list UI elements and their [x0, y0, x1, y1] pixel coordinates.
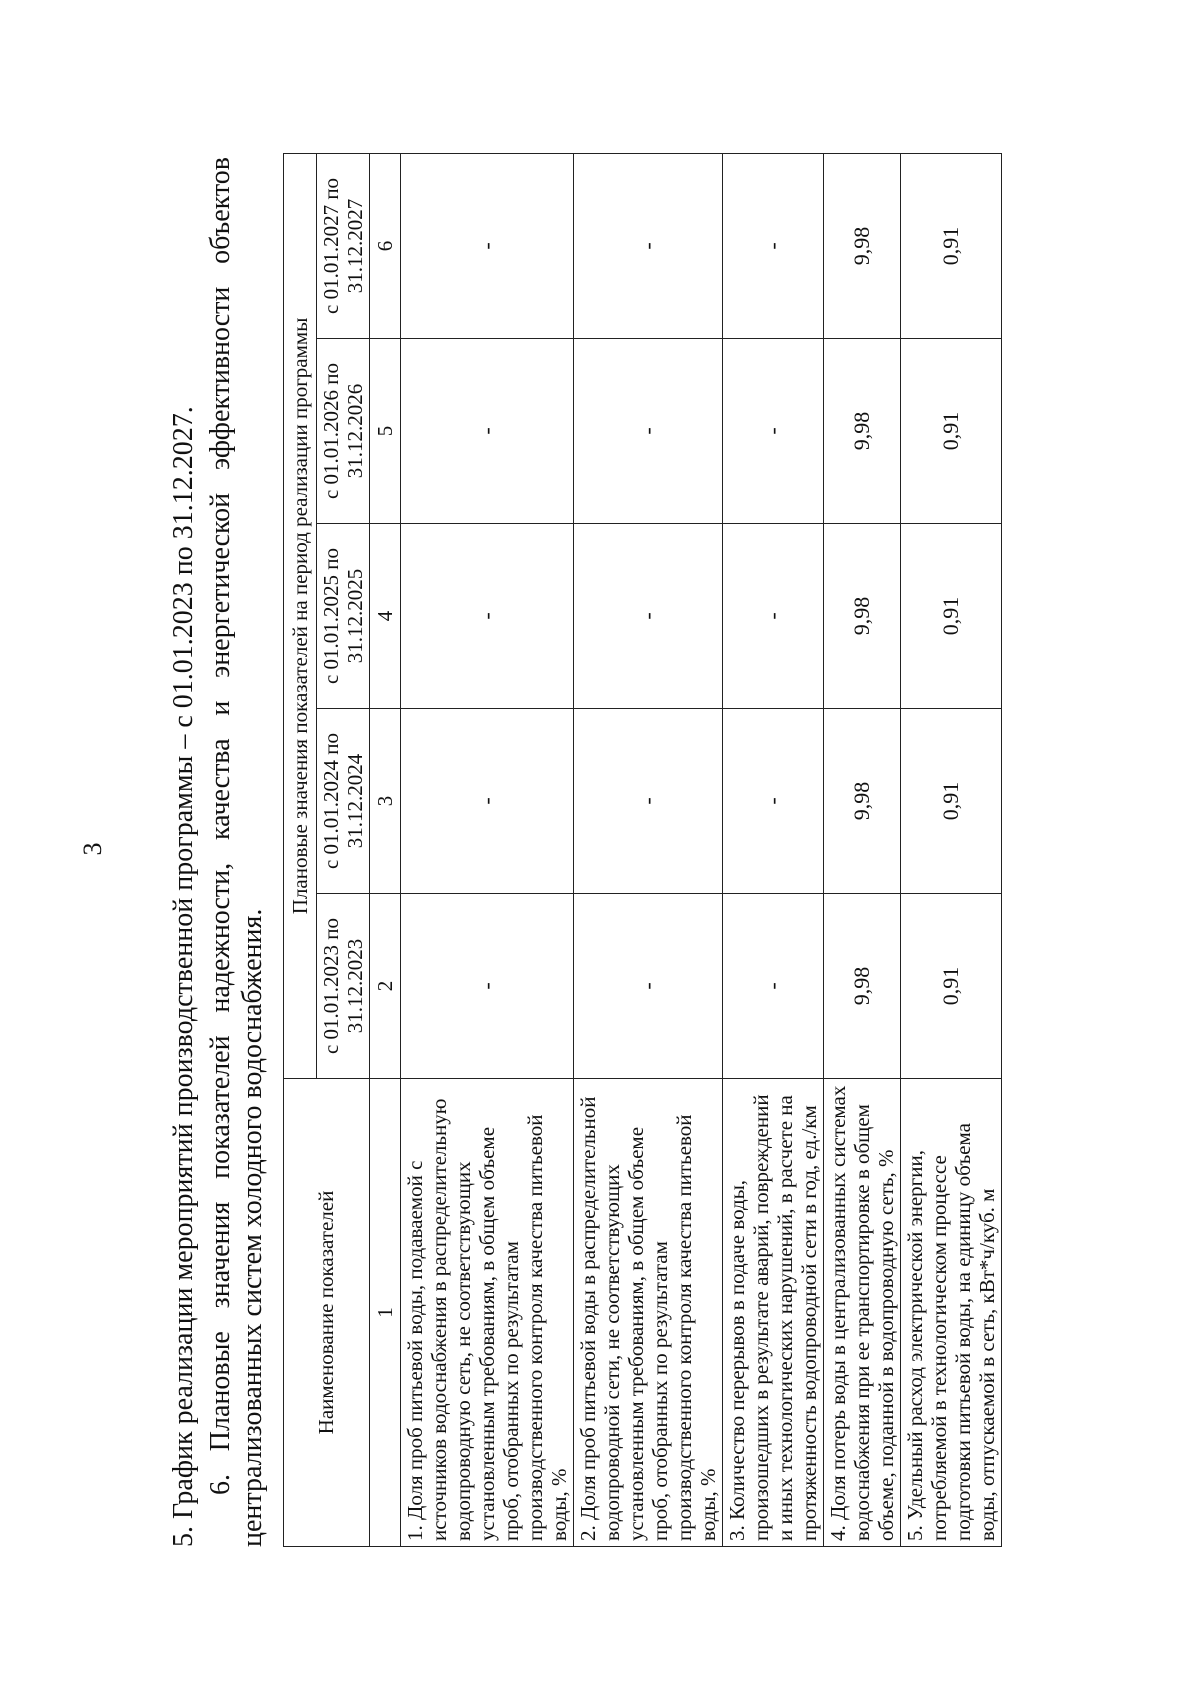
word: показателей [205, 1035, 236, 1179]
indicator-value: - [574, 894, 723, 1079]
word: надежности, [205, 862, 236, 1013]
indicator-value: - [574, 153, 723, 338]
period-header: с 01.01.2027 по 31.12.2027 [317, 153, 370, 338]
indicator-value: - [723, 524, 824, 709]
section-5-text: 5. График реализации мероприятий производственной программы – с 01.01.2023 по 31.12.2027. [168, 406, 199, 1547]
word: и [205, 700, 236, 716]
table-row [723, 153, 824, 1546]
page-number: 3 [78, 842, 107, 856]
column-number: 3 [370, 709, 401, 894]
column-number: 5 [370, 339, 401, 524]
indicator-value: 9,98 [824, 153, 901, 338]
indicator-value: 0,91 [901, 709, 1002, 894]
column-number: 1 [370, 1079, 401, 1547]
indicator-value: 0,91 [901, 524, 1002, 709]
indicator-value: - [723, 709, 824, 894]
indicator-value: 9,98 [824, 894, 901, 1079]
column-number: 2 [370, 894, 401, 1079]
word: Плановые [205, 1331, 236, 1452]
indicator-value: - [723, 894, 824, 1079]
indicator-name: 5. Удельный расход электрической энергии, потребляемой в технологическом процессе подготовки питьевой воды, на единицу объема воды, отпускаемой в сеть, кВт*ч/куб. м [901, 1079, 1002, 1547]
header-row-1 [284, 153, 317, 1546]
indicator-value: - [401, 524, 574, 709]
indicator-value: 0,91 [901, 153, 1002, 338]
indicator-name: 2. Доля проб питьевой воды в распределительной водопроводной сети, не соответствующих установленным требованиям, в общем объеме проб, отобранных по результатам производственного контроля качества питьевой воды, % [574, 1079, 723, 1547]
section-6-line-1 [205, 157, 237, 1547]
indicator-value: - [574, 339, 723, 524]
table-row [901, 153, 1002, 1546]
indicator-value: 0,91 [901, 339, 1002, 524]
indicators-table [283, 153, 1002, 1547]
word: 6. [205, 1474, 236, 1495]
indicator-value: - [401, 153, 574, 338]
section-6-paragraph [205, 157, 269, 1547]
indicator-name: 3. Количество перерывов в подаче воды, произошедших в результате аварий, повреждений и иных технологических нарушений, в расчете на протяженность водопроводной сети в год, ед./км [723, 1079, 824, 1547]
indicator-value: - [574, 524, 723, 709]
indicator-value: 9,98 [824, 709, 901, 894]
word: энергетической [205, 492, 236, 678]
period-header: с 01.01.2025 по 31.12.2025 [317, 524, 370, 709]
column-number: 6 [370, 153, 401, 338]
indicator-value: 0,91 [901, 894, 1002, 1079]
word: эффективности [205, 286, 236, 471]
word: значения [205, 1201, 236, 1309]
indicator-value: 9,98 [824, 339, 901, 524]
column-number: 4 [370, 524, 401, 709]
table-row [574, 153, 723, 1546]
indicator-name: 4. Доля потерь воды в централизованных системах водоснабжения при ее транспортировке в общем объеме, поданной в водопроводную сеть, % [824, 1079, 901, 1547]
name-column-header: Наименование показателей [284, 1079, 370, 1547]
indicator-value: - [723, 339, 824, 524]
period-header: с 01.01.2024 по 31.12.2024 [317, 709, 370, 894]
indicator-value: - [401, 339, 574, 524]
word: качества [205, 738, 236, 841]
word: объектов [205, 157, 236, 264]
indicator-value: - [401, 894, 574, 1079]
indicator-value: - [723, 153, 824, 338]
table-row [824, 153, 901, 1546]
indicator-value: - [574, 709, 723, 894]
section-6-line-2: централизованных систем холодного водоснабжения. [237, 908, 268, 1547]
table-row [401, 153, 574, 1546]
indicator-name: 1. Доля проб питьевой воды, подаваемой с источников водоснабжения в распределительную водопроводную сеть, не соответствующих установленным требованиям, в общем объеме проб, отобранных по результатам производственного контроля качества питьевой воды, % [401, 1079, 574, 1547]
indicator-value: - [401, 709, 574, 894]
period-group-header: Плановые значения показателей на период реализации программы [284, 153, 317, 1078]
period-header: с 01.01.2023 по 31.12.2023 [317, 894, 370, 1079]
column-number-row [370, 153, 401, 1546]
period-header: с 01.01.2026 по 31.12.2026 [317, 339, 370, 524]
indicator-value: 9,98 [824, 524, 901, 709]
